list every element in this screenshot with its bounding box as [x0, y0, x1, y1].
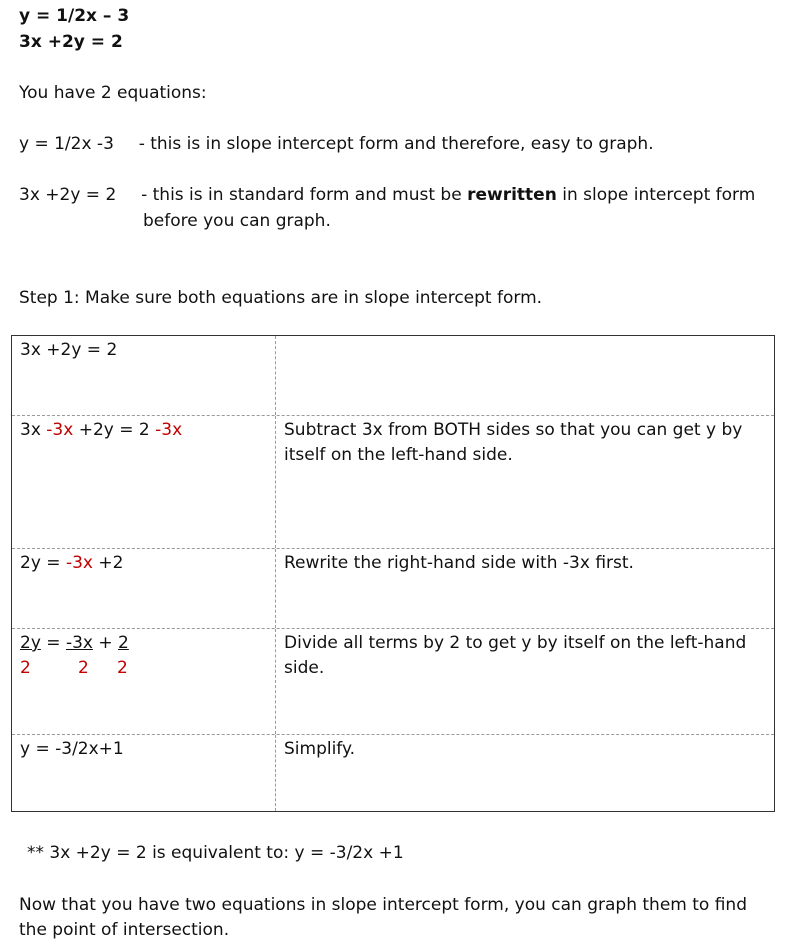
row-4-numerators	[20, 631, 275, 656]
header-equation-1: y = 1/2x – 3	[19, 6, 130, 26]
row-4-description: Divide all terms by 2 to get y by itself on the left-hand side.	[284, 633, 747, 678]
row-2-term-2y: +2y = 2	[78, 420, 150, 440]
row-4-denominator-2: 2	[78, 658, 89, 678]
row-3-description: Rewrite the right-hand side with -3x first.	[284, 553, 634, 573]
row-4-denominator-1: 2	[20, 658, 31, 678]
row-2-equation	[12, 416, 276, 548]
table-row	[12, 416, 774, 549]
row-2-term-3x: 3x	[20, 420, 41, 440]
row-4-equals: =	[46, 633, 61, 653]
row-2-subtract-left: -3x	[46, 420, 74, 440]
intro-text: You have 2 equations:	[19, 83, 207, 103]
row-4-numerator-2y: 2y	[20, 633, 41, 653]
row-4-denominators	[20, 656, 275, 681]
equation-1-expression: y = 1/2x -3	[19, 134, 114, 154]
row-5-equation: y = -3/2x+1	[12, 735, 276, 811]
emphasis-rewritten: rewritten	[467, 185, 557, 205]
conclusion-line-2: the point of intersection.	[19, 920, 230, 940]
table-row	[12, 549, 774, 629]
conclusion-line-1: Now that you have two equations in slope intercept form, you can graph them to find	[19, 895, 747, 915]
row-4-numerator-2: 2	[118, 633, 129, 653]
equation-2-expression: 3x +2y = 2	[19, 185, 117, 205]
equation-2-note	[19, 183, 755, 208]
equation-2-description-end: in slope intercept form	[562, 185, 756, 205]
row-1-description	[276, 336, 774, 415]
table-row	[12, 629, 774, 735]
row-4-numerator-3x: -3x	[65, 633, 93, 653]
equation-2-description-continued: before you can graph.	[143, 211, 331, 231]
row-4-equation	[12, 629, 276, 734]
table-row	[12, 735, 774, 811]
row-3-neg-3x: -3x	[65, 553, 93, 573]
table-row	[12, 336, 774, 416]
row-3-constant: +2	[98, 553, 124, 573]
row-3-lhs: 2y =	[20, 553, 61, 573]
row-2-description: Subtract 3x from BOTH sides so that you can get y by itself on the left-hand side.	[284, 420, 743, 465]
equation-1-note	[19, 132, 654, 157]
steps-table	[11, 335, 775, 812]
row-4-denominator-3: 2	[117, 658, 128, 678]
equivalence-note: ** 3x +2y = 2 is equivalent to: y = -3/2x +1	[27, 843, 404, 863]
step-1-heading: Step 1: Make sure both equations are in slope intercept form.	[19, 288, 543, 308]
row-1-equation: 3x +2y = 2	[12, 336, 276, 415]
row-5-description: Simplify.	[284, 739, 356, 759]
equation-2-description-start: - this is in standard form and must be	[141, 185, 462, 205]
row-3-equation	[12, 549, 276, 628]
row-4-plus: +	[98, 633, 113, 653]
equation-1-description: - this is in slope intercept form and therefore, easy to graph.	[138, 134, 654, 154]
header-equation-2: 3x +2y = 2	[19, 32, 123, 52]
row-2-subtract-right: -3x	[155, 420, 183, 440]
